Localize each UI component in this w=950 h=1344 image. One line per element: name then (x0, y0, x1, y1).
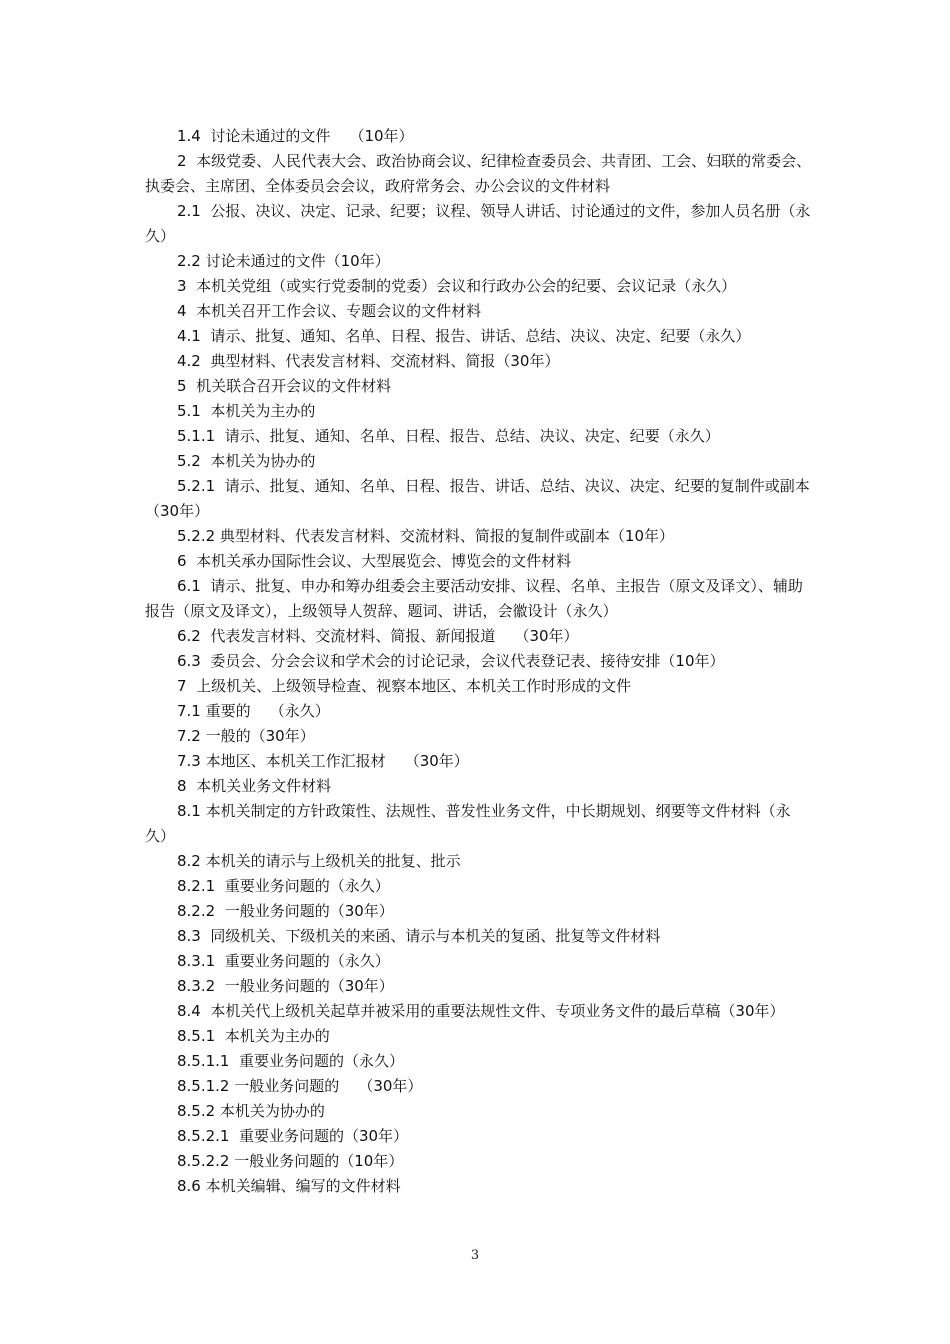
paragraph: 5 机关联合召开会议的文件材料 (177, 377, 392, 395)
paragraph: 8.5.1.1 重要业务问题的（永久） (177, 1052, 405, 1070)
paragraph: 5.1.1 请示、批复、通知、名单、日程、报告、总结、决议、决定、纪要（永久） (177, 427, 720, 445)
paragraph: 2.1 公报、决议、决定、记录、纪要；议程、领导人讲话、讨论通过的文件，参加人员名册（永久） (145, 202, 811, 245)
paragraph: 7.2 一般的（30年） (177, 727, 315, 745)
paragraph: 8.3.2 一般业务问题的（30年） (177, 977, 394, 995)
paragraph: 7 上级机关、上级领导检查、视察本地区、本机关工作时形成的文件 (177, 677, 632, 695)
paragraph: 7.1 重要的 （永久） (177, 702, 330, 720)
paragraph: 8.5.2.2 一般业务问题的（10年） (177, 1152, 404, 1170)
paragraph: 2 本级党委、人民代表大会、政治协商会议、纪律检查委员会、共青团、工会、妇联的常委会、执委会、主席团、全体委员会会议，政府常务会、办公会议的文件材料 (145, 152, 812, 195)
page-number: 3 (470, 1248, 480, 1263)
paragraph: 7.3 本地区、本机关工作汇报材 （30年） (177, 752, 469, 770)
paragraph: 1.4 讨论未通过的文件 （10年） (177, 127, 414, 145)
paragraph: 6.2 代表发言材料、交流材料、简报、新闻报道 （30年） (177, 627, 579, 645)
paragraph: 5.1 本机关为主办的 (177, 402, 316, 420)
paragraph: 8.2 本机关的请示与上级机关的批复、批示 (177, 852, 461, 870)
paragraph: 8.3.1 重要业务问题的（永久） (177, 952, 390, 970)
document-body (145, 124, 813, 1199)
paragraph: 2.2 讨论未通过的文件（10年） (177, 252, 390, 270)
paragraph: 8.4 本机关代上级机关起草并被采用的重要法规性文件、专项业务文件的最后草稿（30年） (177, 1002, 785, 1020)
paragraph: 5.2 本机关为协办的 (177, 452, 316, 470)
paragraph: 8.5.1.2 一般业务问题的 （30年） (177, 1077, 423, 1095)
paragraph: 6.3 委员会、分会会议和学术会的讨论记录，会议代表登记表、接待安排（10年） (177, 652, 725, 670)
paragraph: 8.5.1 本机关为主办的 (177, 1027, 330, 1045)
paragraph: 4 本机关召开工作会议、专题会议的文件材料 (177, 302, 482, 320)
paragraph: 8.3 同级机关、下级机关的来函、请示与本机关的复函、批复等文件材料 (177, 927, 661, 945)
paragraph: 6 本机关承办国际性会议、大型展览会、博览会的文件材料 (177, 552, 572, 570)
paragraph: 8.5.2.1 重要业务问题的（30年） (177, 1127, 409, 1145)
paragraph: 5.2.1 请示、批复、通知、名单、日程、报告、讲话、总结、决议、决定、纪要的复制件或副本（30年） (145, 477, 810, 520)
paragraph: 4.2 典型材料、代表发言材料、交流材料、简报（30年） (177, 352, 560, 370)
paragraph: 8 本机关业务文件材料 (177, 777, 332, 795)
paragraph: 5.2.2 典型材料、代表发言材料、交流材料、简报的复制件或副本（10年） (177, 527, 675, 545)
paragraph: 8.1 本机关制定的方针政策性、法规性、普发性业务文件，中长期规划、纲要等文件材料（永久） (145, 802, 791, 845)
paragraph: 8.5.2 本机关为协办的 (177, 1102, 325, 1120)
paragraph: 8.6 本机关编辑、编写的文件材料 (177, 1177, 401, 1195)
paragraph: 8.2.2 一般业务问题的（30年） (177, 902, 394, 920)
paragraph: 3 本机关党组（或实行党委制的党委）会议和行政办公会的纪要、会议记录（永久） (177, 277, 737, 295)
paragraph: 6.1 请示、批复、申办和筹办组委会主要活动安排、议程、名单、主报告（原文及译文）、辅助报告（原文及译文），上级领导人贺辞、题词、讲话，会徽设计（永久） (145, 577, 803, 620)
paragraph: 8.2.1 重要业务问题的（永久） (177, 877, 390, 895)
paragraph: 4.1 请示、批复、通知、名单、日程、报告、讲话、总结、决议、决定、纪要（永久） (177, 327, 751, 345)
